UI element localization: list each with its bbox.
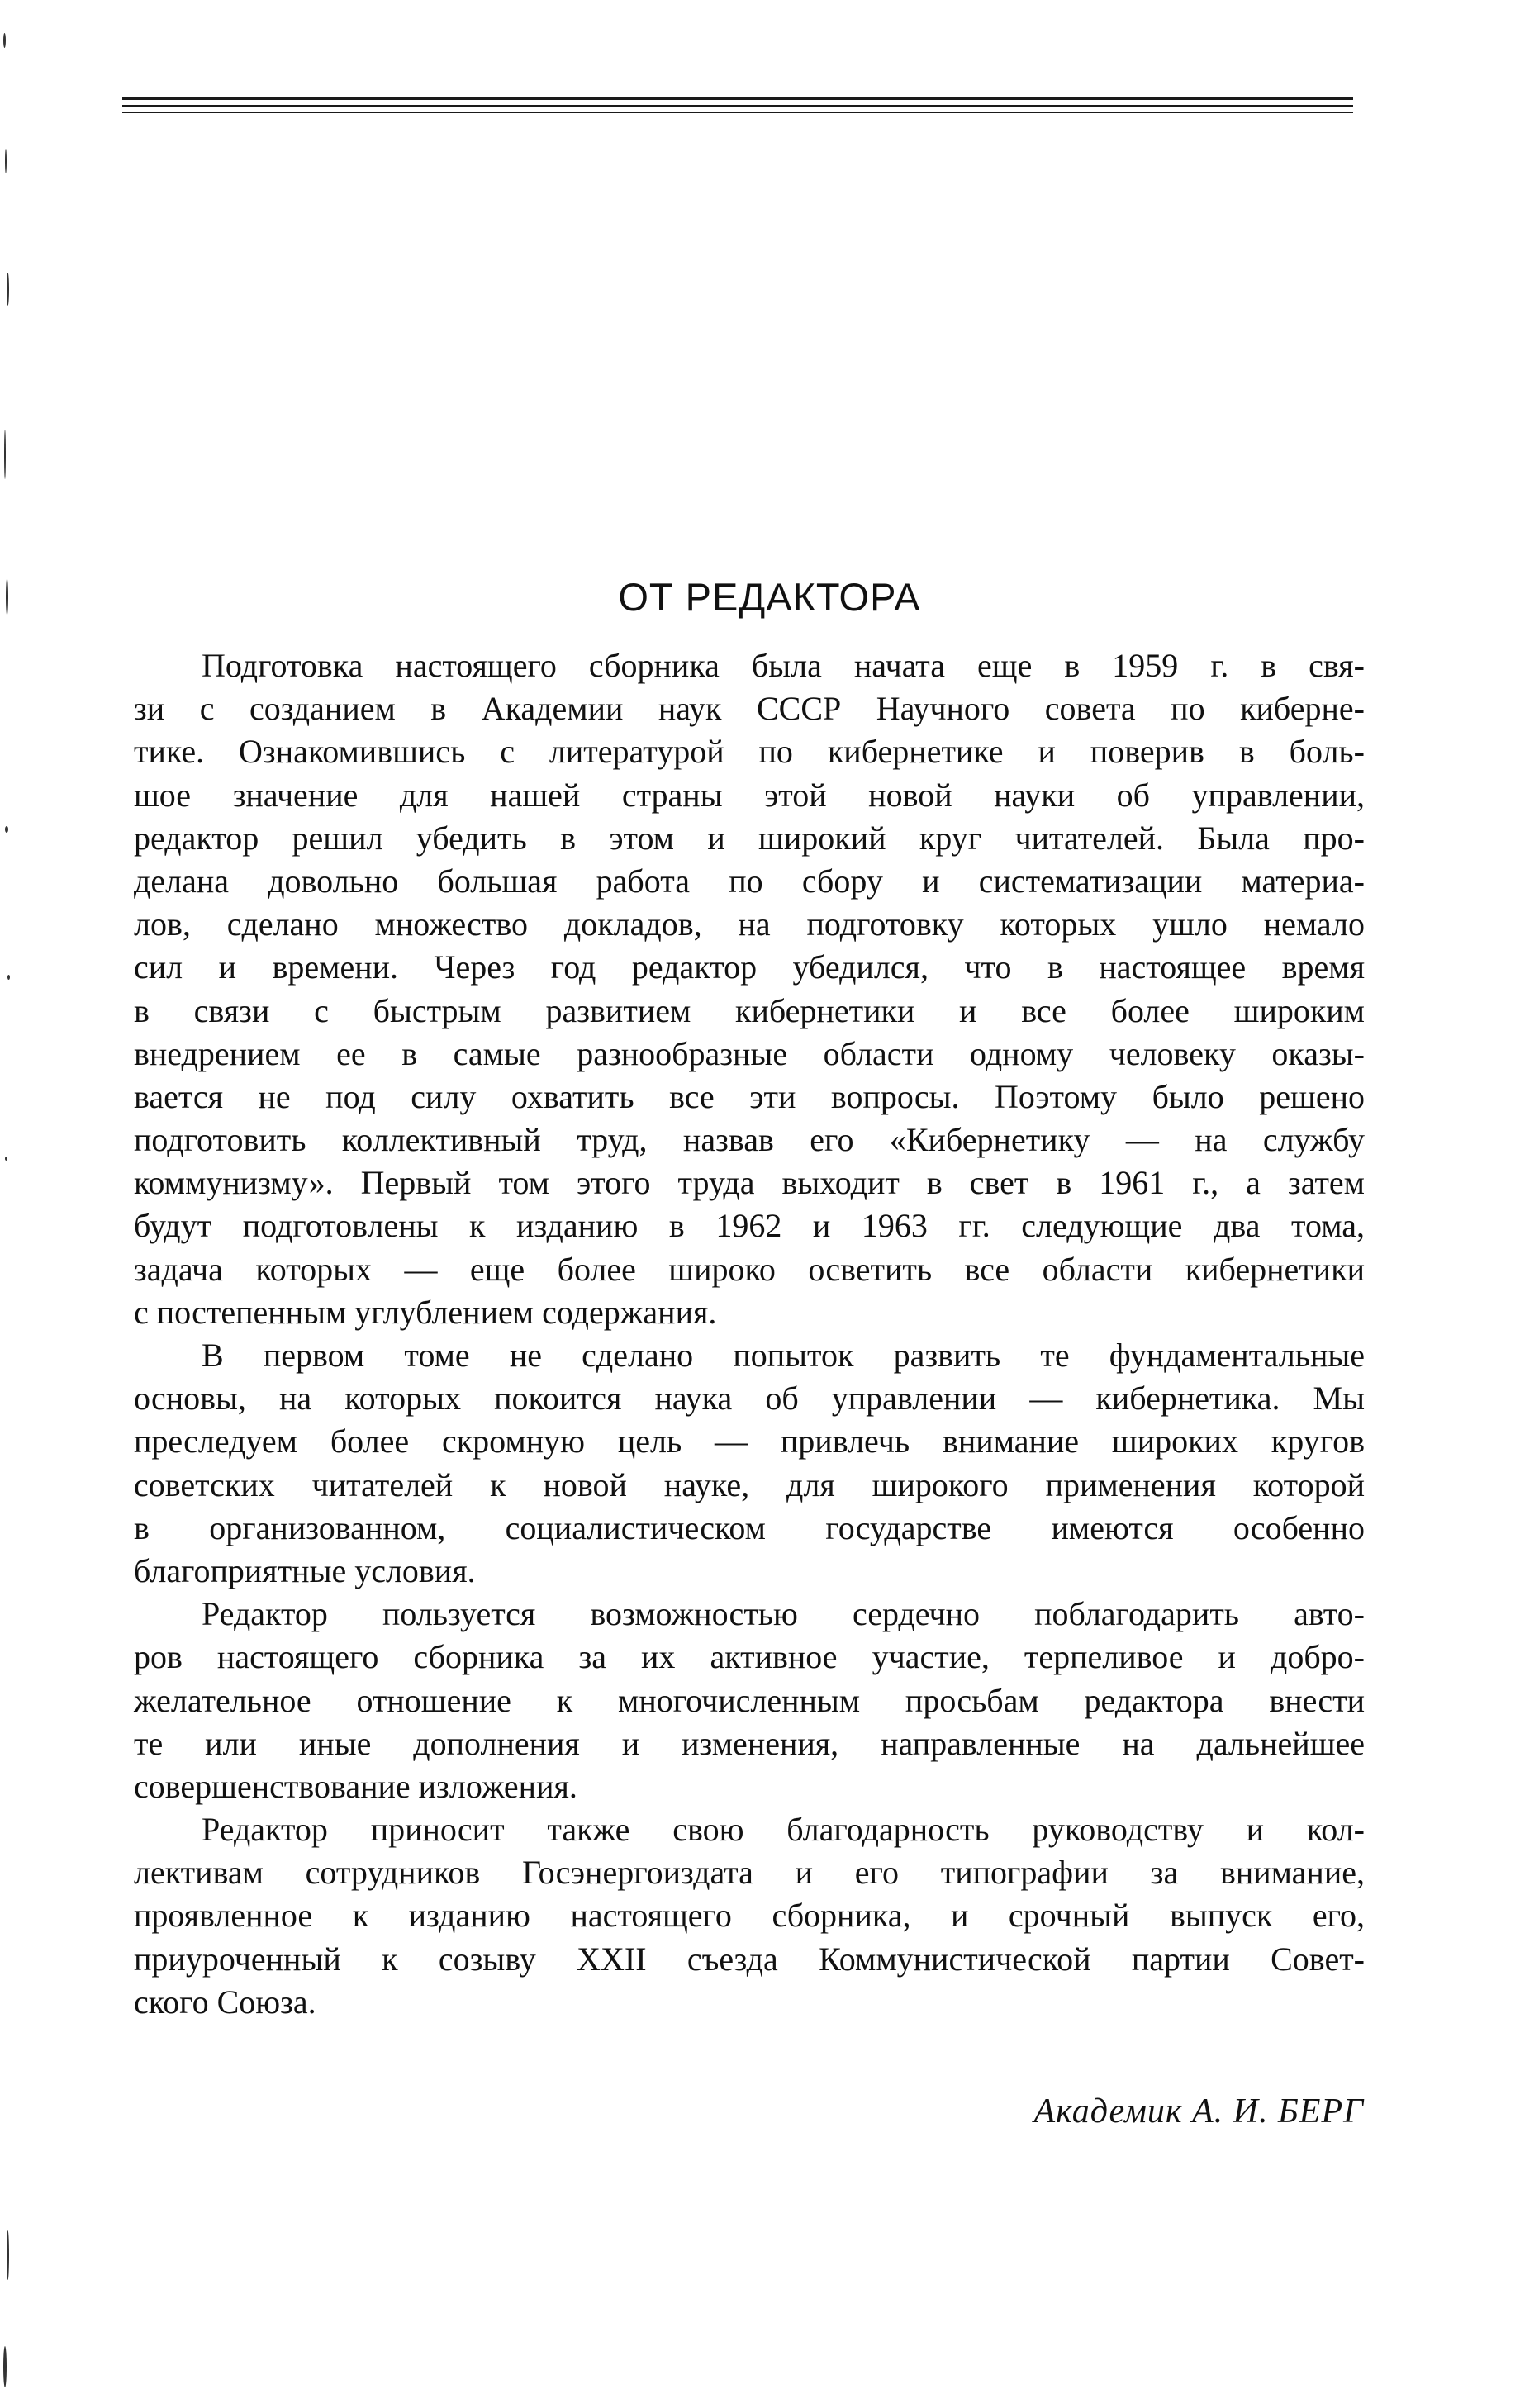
text-line: делана довольно большая работа по сбору и систематизации материа- bbox=[134, 862, 1365, 900]
text-line: основы, на которых покоится наука об управлении — кибернетика. Мы bbox=[134, 1380, 1365, 1418]
text-line: тике. Ознакомившись с литературой по кибернетике и поверив в боль- bbox=[134, 733, 1365, 771]
text-line: подготовить коллективный труд, назвав его «Кибернетику — на службу bbox=[134, 1121, 1365, 1159]
text-line: в связи с быстрым развитием кибернетики и все более широким bbox=[134, 991, 1365, 1029]
text-line: желательное отношение к многочисленным просьбам редактора внести bbox=[134, 1681, 1365, 1719]
scan-margin-noise bbox=[0, 0, 25, 2408]
text-line: те или иные дополнения и изменения, направленные на дальнейшее bbox=[134, 1724, 1365, 1762]
text-line: советских читателей к новой науке, для широкого применения которой bbox=[134, 1465, 1365, 1503]
body-text bbox=[134, 644, 1365, 2024]
text-line: зи с созданием в Академии наук СССР Научного совета по киберне- bbox=[134, 690, 1365, 728]
text-line: с постепенным углублением содержания. bbox=[134, 1293, 717, 1331]
text-line: приуроченный к созыву XXII съезда Коммунистической партии Совет- bbox=[134, 1940, 1365, 1978]
text-line: вается не под силу охватить все эти вопросы. Поэтому было решено bbox=[134, 1077, 1365, 1115]
text-line: шое значение для нашей страны этой новой науки об управлении, bbox=[134, 776, 1365, 814]
header-rule-line bbox=[122, 105, 1353, 107]
text-line: благоприятные условия. bbox=[134, 1551, 476, 1589]
text-line: сил и времени. Через год редактор убедился, что в настоящее время bbox=[134, 948, 1365, 986]
paragraph bbox=[134, 1808, 1365, 2024]
paragraph bbox=[134, 1593, 1365, 1808]
text-line: преследуем более скромную цель — привлечь внимание широких кругов bbox=[134, 1422, 1365, 1460]
text-line: ского Союза. bbox=[134, 1983, 316, 2021]
text-line: в организованном, социалистическом государстве имеются особенно bbox=[134, 1508, 1365, 1546]
text-line: проявленное к изданию настоящего сборника, и срочный выпуск его, bbox=[134, 1897, 1365, 1935]
text-line: В первом томе не сделано попыток развить те фундаментальные bbox=[202, 1337, 1365, 1374]
header-rule-line bbox=[122, 97, 1353, 100]
text-line: Редактор приносит также свою благодарность руководству и кол- bbox=[202, 1811, 1365, 1849]
text-line: ров настоящего сборника за их активное участие, терпеливое и добро- bbox=[134, 1638, 1365, 1676]
text-line: совершенствование изложения. bbox=[134, 1767, 577, 1805]
text-line: будут подготовлены к изданию в 1962 и 1963 гг. следующие два тома, bbox=[134, 1207, 1365, 1245]
header-rule bbox=[122, 97, 1353, 118]
paragraph bbox=[134, 1334, 1365, 1593]
text-line: редактор решил убедить в этом и широкий круг читателей. Была про- bbox=[134, 819, 1365, 857]
header-rule-line bbox=[122, 112, 1353, 113]
text-line: Редактор пользуется возможностью сердечно поблагодарить авто- bbox=[202, 1595, 1365, 1633]
text-line: коммунизму». Первый том этого труда выходит в свет в 1961 г., а затем bbox=[134, 1164, 1365, 1202]
text-line: задача которых — еще более широко осветить все области кибернетики bbox=[134, 1250, 1365, 1288]
text-line: Подготовка настоящего сборника была начата еще в 1959 г. в свя- bbox=[202, 647, 1365, 684]
signature: Академик А. И. БЕРГ bbox=[1033, 2092, 1364, 2130]
text-line: лов, сделано множество докладов, на подготовку которых ушло немало bbox=[134, 905, 1365, 943]
page-title: ОТ РЕДАКТОРА bbox=[618, 575, 921, 620]
text-line: внедрением ее в самые разнообразные области одному человеку оказы- bbox=[134, 1034, 1365, 1072]
paragraph bbox=[134, 644, 1365, 1334]
text-line: лективам сотрудников Госэнергоиздата и его типографии за внимание, bbox=[134, 1854, 1365, 1892]
